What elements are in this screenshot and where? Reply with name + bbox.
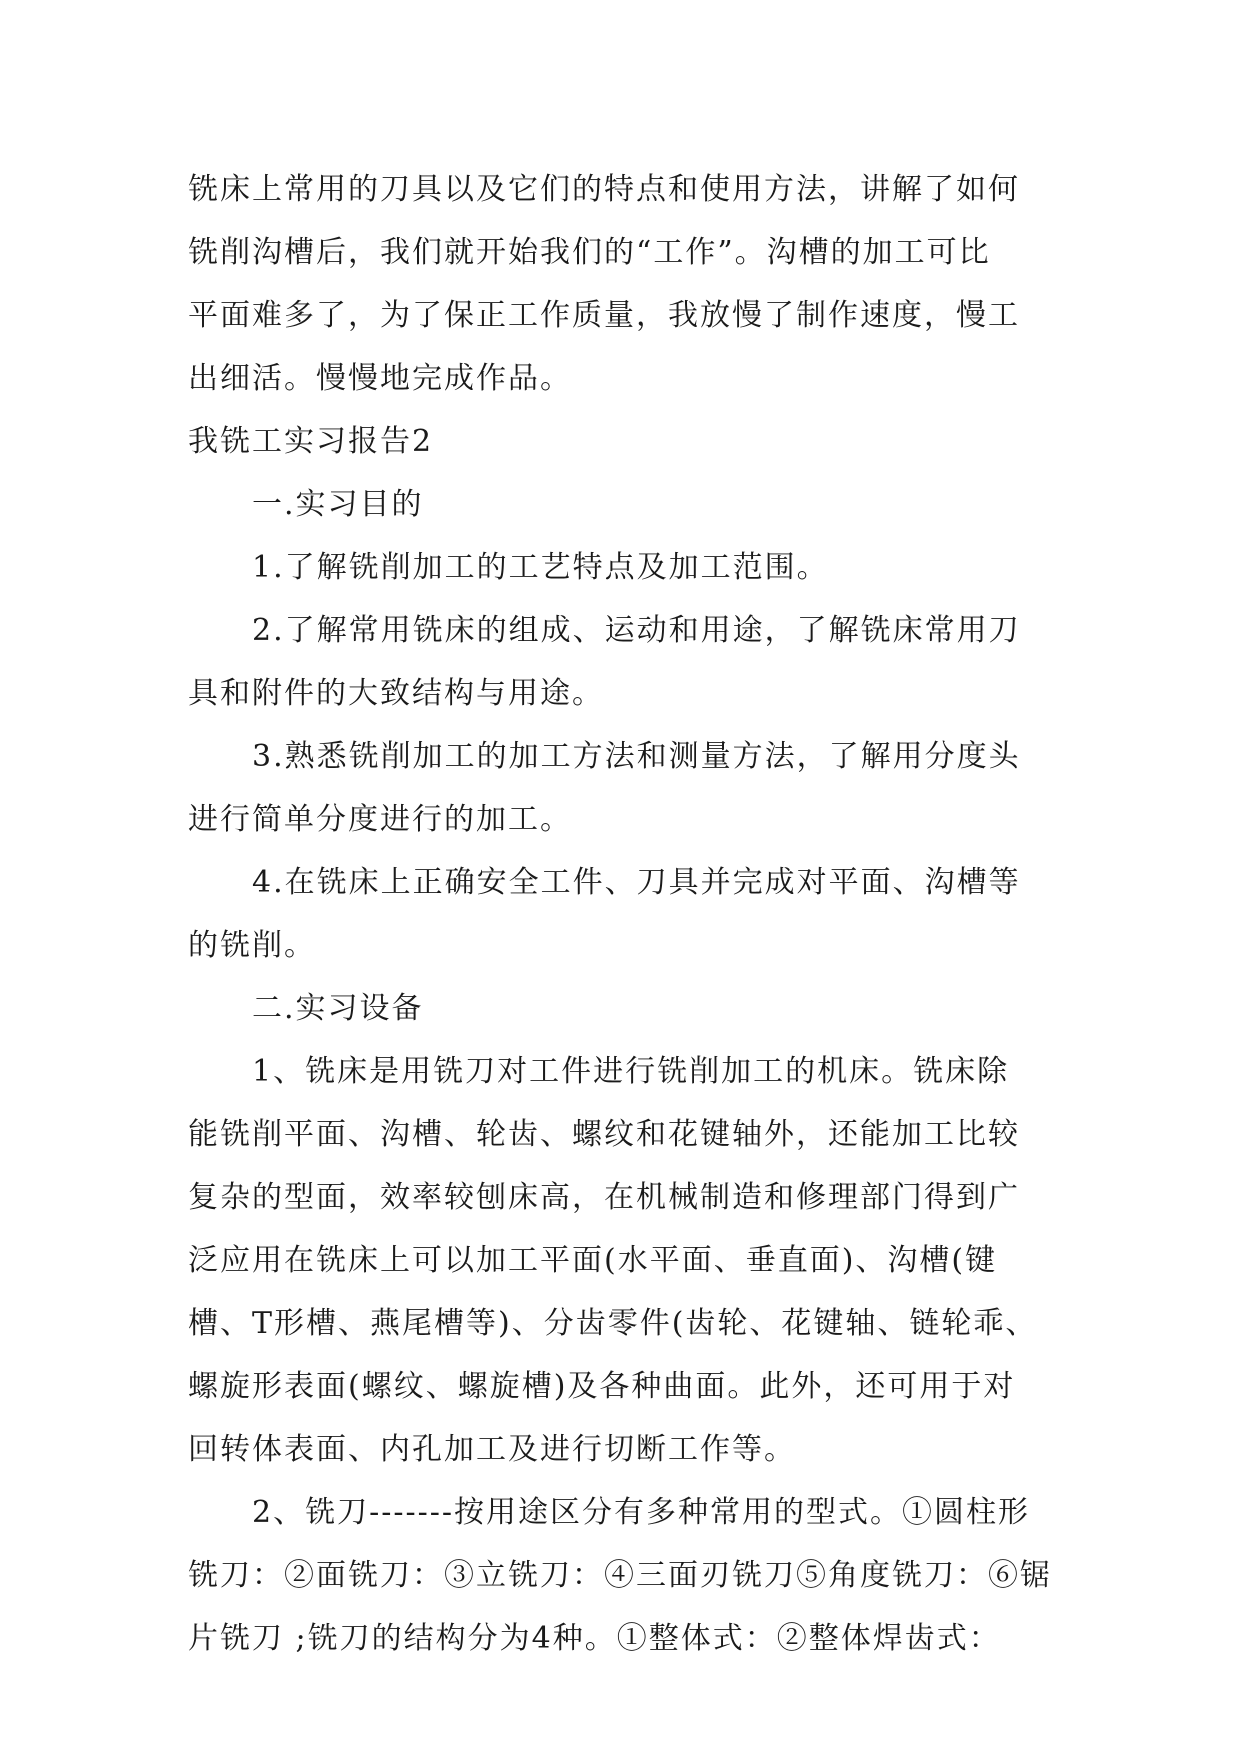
text-line-4: 出细活。慢慢地完成作品。 [188, 361, 572, 396]
equipment-item-1-line-4: 泛应用在铣床上可以加工平面(水平面、垂直面)、沟槽(键 [188, 1243, 998, 1278]
equipment-item-1: 1、铣床是用铣刀对工件进行铣削加工的机床。铣床除 [252, 1054, 1010, 1089]
equipment-item-1-line-3: 复杂的型面，效率较刨床高，在机械制造和修理部门得到广 [188, 1180, 1020, 1215]
objective-item-4: 4.在铣床上正确安全工件、刀具并完成对平面、沟槽等 [252, 865, 1021, 900]
document-body [188, 158, 1068, 1670]
objective-item-1: 1.了解铣削加工的工艺特点及加工范围。 [252, 550, 829, 585]
section-heading-objectives: 一.实习目的 [252, 487, 424, 522]
text-line-2: 铣削沟槽后，我们就开始我们的“工作”。沟槽的加工可比 [188, 235, 991, 270]
equipment-item-1-line-7: 回转体表面、内孔加工及进行切断工作等。 [188, 1432, 796, 1467]
section-heading-equipment: 二.实习设备 [252, 991, 424, 1026]
report-heading: 我铣工实习报告2 [188, 424, 434, 459]
objective-item-3: 3.熟悉铣削加工的加工方法和测量方法，了解用分度头 [252, 739, 1021, 774]
text-line-3: 平面难多了，为了保正工作质量，我放慢了制作速度，慢工 [188, 298, 1020, 333]
text-line-1: 铣床上常用的刀具以及它们的特点和使用方法，讲解了如何 [188, 172, 1020, 207]
equipment-item-1-line-5: 槽、T形槽、燕尾槽等)、分齿零件(齿轮、花键轴、链轮乖、 [188, 1306, 1038, 1341]
equipment-item-1-line-6: 螺旋形表面(螺纹、螺旋槽)及各种曲面。此外，还可用于对 [188, 1369, 1016, 1404]
objective-item-2-continued: 具和附件的大致结构与用途。 [188, 676, 604, 711]
equipment-item-2-line-3: 片铣刀 ;铣刀的结构分为4种。①整体式：②整体焊齿式： [188, 1621, 1001, 1656]
objective-item-3-continued: 进行简单分度进行的加工。 [188, 802, 572, 837]
objective-item-2: 2.了解常用铣床的组成、运动和用途，了解铣床常用刀 [252, 613, 1021, 648]
equipment-item-2-line-2: 铣刀：②面铣刀：③立铣刀：④三面刃铣刀⑤角度铣刀：⑥锯 [188, 1558, 1052, 1593]
equipment-item-2: 2、铣刀-------按用途区分有多种常用的型式。①圆柱形 [252, 1495, 1031, 1530]
equipment-item-1-line-2: 能铣削平面、沟槽、轮齿、螺纹和花键轴外，还能加工比较 [188, 1117, 1020, 1152]
objective-item-4-continued: 的铣削。 [188, 928, 316, 963]
